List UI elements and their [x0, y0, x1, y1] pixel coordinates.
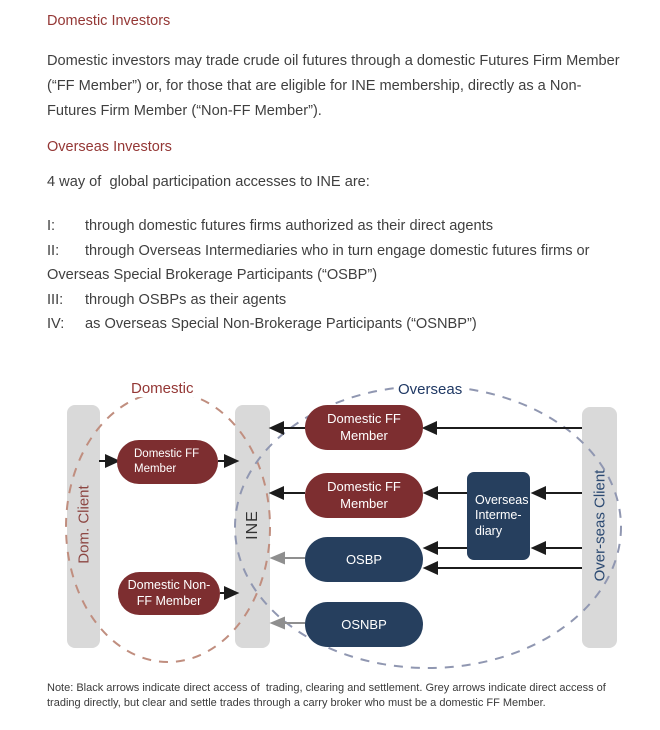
list-item-4 — [47, 312, 625, 337]
heading-overseas-investors: Overseas Investors — [47, 139, 172, 155]
domestic-region-label: Domestic — [127, 380, 198, 397]
text-column — [47, 13, 625, 337]
box-osnbp: OSNBP — [305, 602, 423, 647]
list-numeral: III: — [47, 291, 64, 308]
list-text: through OSBPs as their agents — [85, 291, 287, 308]
box-osbp: OSBP — [305, 537, 423, 582]
list-numeral: I: — [47, 218, 56, 234]
heading-domestic-investors: Domestic Investors — [47, 13, 171, 29]
list-numeral: II: — [47, 242, 60, 259]
list-item-3 — [47, 288, 625, 313]
overseas-region-label: Overseas — [394, 381, 466, 398]
intro-line: 4 way of global participation accesses to INE are: — [47, 174, 370, 190]
box-domestic-ff-member-mid: Domestic FF Member — [305, 473, 423, 518]
access-list — [47, 214, 625, 337]
ine-bar-label: INE — [243, 510, 261, 540]
list-text: through domestic futures firms authorized as their direct agents — [85, 218, 494, 234]
list-text: through Overseas Intermediaries who in turn engage domestic futures firms or Overseas Special Brokerage Participants (“OSBP”) — [47, 242, 590, 283]
overseas-client-bar-label: Over-seas Client — [591, 469, 608, 582]
dom-client-bar-label: Dom. Client — [75, 485, 92, 564]
box-overseas-intermediary: Overseas Interme- diary — [467, 472, 530, 560]
list-item-2 — [47, 239, 625, 288]
diagram-note: Note: Black arrows indicate direct access of trading, clearing and settlement. Grey arrows indicate direct access of trading directly, but clear and settle trades through a carry broker who must be a domestic FF Member. — [47, 682, 606, 709]
box-domestic-ff-member-top: Domestic FF Member — [305, 405, 423, 450]
box-domestic-nonff-member: Domestic Non- FF Member — [118, 572, 220, 615]
paragraph-domestic: Domestic investors may trade crude oil futures through a domestic Futures Firm Member (“FF Member”) or, for those that are eligible for INE membership, directly as a Non-Futures Firm Member (“Non-FF Member”). — [47, 53, 620, 119]
list-item-1 — [47, 214, 625, 239]
list-numeral: IV: — [47, 316, 65, 332]
box-domestic-ff-member-left: Domestic FF Member — [117, 440, 218, 484]
list-text: as Overseas Special Non-Brokerage Participants (“OSNBP”) — [85, 316, 477, 332]
